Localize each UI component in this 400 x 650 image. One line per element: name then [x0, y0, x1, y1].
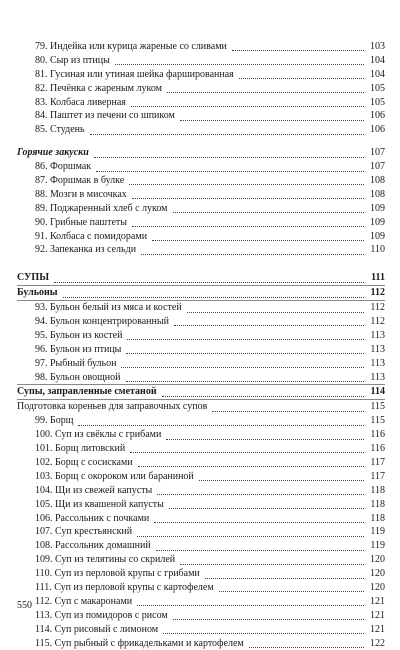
toc-entry — [17, 123, 385, 137]
entry-page: 116 — [370, 429, 385, 441]
toc-entry — [17, 357, 385, 371]
entry-text: 97. Рыбный бульон — [35, 357, 117, 369]
leader-dots — [169, 498, 364, 509]
heading-page: 112 — [370, 287, 385, 299]
toc-entry — [17, 40, 385, 54]
leader-dots — [96, 161, 364, 172]
section-heading-broths — [17, 286, 385, 300]
toc-entry — [17, 539, 385, 553]
entry-page: 105 — [370, 96, 385, 108]
entry-page: 120 — [370, 581, 385, 593]
entry-text: 107. Суп крестьянский — [35, 526, 133, 538]
toc-entry — [17, 188, 385, 202]
entry-page: 120 — [370, 554, 385, 566]
entry-page: 108 — [370, 175, 385, 187]
leader-dots — [126, 343, 364, 354]
leader-dots — [187, 302, 364, 313]
leader-dots — [154, 512, 364, 523]
toc-entry — [17, 525, 385, 539]
leader-dots — [152, 230, 364, 241]
toc-entry — [17, 301, 385, 315]
entry-page: 115 — [370, 415, 385, 427]
entry-text: 86. Форшмак — [35, 161, 92, 173]
toc-entry — [17, 82, 385, 96]
leader-dots — [205, 568, 364, 579]
toc-entry — [17, 456, 385, 470]
toc-entry — [17, 414, 385, 428]
entry-text: 113. Суп из помидоров с рисом — [35, 609, 168, 621]
leader-dots — [126, 371, 364, 382]
leader-dots — [94, 147, 364, 158]
entry-text: 103. Борщ с окороком или бараниной — [35, 470, 194, 482]
toc-entry — [17, 96, 385, 110]
leader-dots — [137, 526, 364, 537]
leader-dots — [63, 287, 364, 298]
entry-page: 109 — [370, 216, 385, 228]
entry-page: 103 — [370, 41, 385, 52]
leader-dots — [173, 202, 364, 213]
heading-text: Супы, заправленные сметаной — [17, 386, 157, 398]
entry-text: 88. Мозги в мисочках — [35, 188, 127, 200]
leader-dots — [249, 637, 364, 648]
entry-text: 80. Сыр из птицы — [35, 54, 110, 66]
leader-dots — [180, 554, 364, 565]
entry-page: 119 — [370, 526, 385, 538]
leader-dots — [115, 54, 364, 65]
entry-page: 104 — [370, 54, 385, 66]
entry-page: 118 — [370, 484, 385, 496]
entry-text: 96. Бульон из птицы — [35, 343, 122, 355]
entry-page: 106 — [370, 110, 385, 122]
toc-entry — [17, 428, 385, 442]
entry-text: 101. Борщ литовский — [35, 443, 126, 455]
entry-text: 99. Борщ — [35, 415, 74, 427]
page-number: 550 — [17, 600, 32, 611]
entry-text: 85. Студень — [35, 124, 85, 136]
entry-text: 100. Суп из свёклы с грибами — [35, 429, 162, 441]
leader-dots — [162, 386, 364, 397]
toc-block-cream-soups — [17, 414, 385, 650]
leader-dots — [137, 595, 364, 606]
leader-dots — [199, 470, 364, 481]
leader-dots — [141, 244, 364, 255]
entry-page: 105 — [370, 82, 385, 94]
entry-page: 113 — [370, 343, 385, 355]
entry-page: 106 — [370, 124, 385, 136]
entry-page: 117 — [370, 470, 385, 482]
leader-dots — [219, 581, 364, 592]
entry-text: 111. Суп из перловой крупы с картофелем — [35, 581, 214, 593]
toc-entry — [17, 243, 385, 257]
entry-page: 104 — [370, 68, 385, 80]
leader-dots — [239, 68, 364, 79]
entry-text: 83. Колбаса ливерная — [35, 96, 126, 108]
toc-entry — [17, 315, 385, 329]
toc-entry — [17, 567, 385, 581]
entry-text: 82. Печёнка с жареным луком — [35, 82, 162, 94]
entry-text: 95. Бульон из костей — [35, 329, 123, 341]
entry-page: 109 — [370, 202, 385, 214]
heading-text: Горячие закуски — [17, 147, 89, 159]
entry-page: 118 — [370, 512, 385, 524]
entry-page: 108 — [370, 188, 385, 200]
entry-text: 105. Щи из квашеной капусты — [35, 498, 164, 510]
leader-dots — [156, 540, 364, 551]
spacer — [17, 137, 385, 146]
entry-text: 84. Паштет из печени со шпиком — [35, 110, 175, 122]
entry-text: Подготовка кореньев для заправочных супов — [17, 401, 208, 413]
toc-entry — [17, 442, 385, 456]
toc-entry — [17, 595, 385, 609]
toc-entry — [17, 230, 385, 244]
heading-page: 107 — [370, 147, 385, 159]
heading-text: Бульоны — [17, 287, 58, 299]
entry-page: 121 — [370, 609, 385, 621]
entry-page: 107 — [370, 161, 385, 173]
toc-entry — [17, 216, 385, 230]
toc-entry — [17, 581, 385, 595]
leader-dots — [129, 174, 364, 185]
entry-text: 108. Рассольник домашний — [35, 540, 151, 552]
entry-text: 109. Суп из телятины со скрилей — [35, 554, 176, 566]
entry-text: 114. Суп рисовый с лимоном — [35, 623, 159, 635]
entry-text: 89. Поджаренный хлеб с луком — [35, 202, 168, 214]
entry-text: 79. Индейка или курица жареные со сливами — [35, 41, 227, 52]
toc-entry — [17, 68, 385, 82]
leader-dots — [131, 96, 364, 107]
toc-entry — [17, 637, 385, 650]
entry-page: 115 — [370, 401, 385, 413]
leader-dots — [78, 415, 364, 426]
leader-dots — [163, 623, 364, 634]
heading-page: 111 — [371, 272, 385, 284]
leader-dots — [130, 442, 364, 453]
toc-block-broths — [17, 301, 385, 384]
toc-entry-prep — [17, 400, 385, 414]
entry-page: 120 — [370, 568, 385, 580]
entry-page: 112 — [370, 302, 385, 314]
toc-entry — [17, 160, 385, 174]
leader-dots — [232, 40, 364, 51]
leader-dots — [54, 272, 364, 283]
entry-text: 87. Форшмак в булке — [35, 175, 125, 187]
leader-dots — [132, 216, 364, 227]
entry-text: 94. Бульон концентрированный — [35, 316, 169, 328]
leader-dots — [173, 609, 364, 620]
toc-block-hot-appetizers — [17, 160, 385, 257]
entry-page: 119 — [370, 540, 385, 552]
toc-entry — [17, 329, 385, 343]
leader-dots — [138, 456, 364, 467]
leader-dots — [132, 188, 364, 199]
toc-entry — [17, 343, 385, 357]
toc-entry — [17, 174, 385, 188]
leader-dots — [121, 357, 364, 368]
toc-entry — [17, 470, 385, 484]
entry-page: 116 — [370, 443, 385, 455]
heading-text: СУПЫ — [17, 272, 50, 284]
section-heading-cream-soups — [17, 385, 385, 399]
leader-dots — [90, 124, 364, 135]
entry-text: 90. Грибные паштеты — [35, 216, 127, 228]
section-heading-hot-appetizers — [17, 146, 385, 160]
table-of-contents — [17, 40, 385, 650]
entry-page: 121 — [370, 595, 385, 607]
heading-page: 114 — [370, 386, 385, 398]
toc-entry — [17, 553, 385, 567]
entry-text: 92. Запеканка из сельди — [35, 244, 137, 256]
entry-text: 91. Колбаса с помидорами — [35, 230, 148, 242]
entry-page: 113 — [370, 357, 385, 369]
entry-page: 113 — [370, 329, 385, 341]
toc-block-poultry — [17, 40, 385, 137]
leader-dots — [212, 401, 364, 412]
entry-text: 93. Бульон белый из мяса и костей — [35, 302, 182, 314]
entry-text: 102. Борщ с сосисками — [35, 456, 133, 468]
toc-entry — [17, 512, 385, 526]
toc-entry — [17, 371, 385, 385]
entry-text: 104. Щи из свежей капусты — [35, 484, 153, 496]
toc-entry — [17, 623, 385, 637]
entry-text: 98. Бульон овощной — [35, 371, 121, 383]
leader-dots — [127, 329, 364, 340]
entry-page: 109 — [370, 230, 385, 242]
entry-text: 115. Суп рыбный с фрикадельками и картофелем — [35, 637, 244, 649]
entry-page: 113 — [370, 371, 385, 383]
section-heading-soups — [17, 271, 385, 285]
toc-entry — [17, 498, 385, 512]
spacer — [17, 257, 385, 271]
toc-entry — [17, 109, 385, 123]
entry-text: 106. Рассольник с почками — [35, 512, 150, 524]
entry-text: 81. Гусиная или утиная шейка фаршированная — [35, 68, 234, 80]
entry-text: 110. Суп из перловой крупы с грибами — [35, 568, 200, 580]
toc-entry — [17, 202, 385, 216]
leader-dots — [166, 429, 364, 440]
leader-dots — [174, 315, 364, 326]
toc-entry — [17, 54, 385, 68]
entry-page: 121 — [370, 623, 385, 635]
entry-page: 122 — [370, 637, 385, 649]
toc-entry — [17, 609, 385, 623]
leader-dots — [180, 110, 364, 121]
entry-page: 118 — [370, 498, 385, 510]
entry-page: 112 — [370, 316, 385, 328]
toc-entry — [17, 484, 385, 498]
leader-dots — [157, 484, 364, 495]
entry-page: 117 — [370, 456, 385, 468]
leader-dots — [167, 82, 364, 93]
entry-page: 110 — [370, 244, 385, 256]
entry-text: 112. Суп с макаронами — [35, 595, 133, 607]
